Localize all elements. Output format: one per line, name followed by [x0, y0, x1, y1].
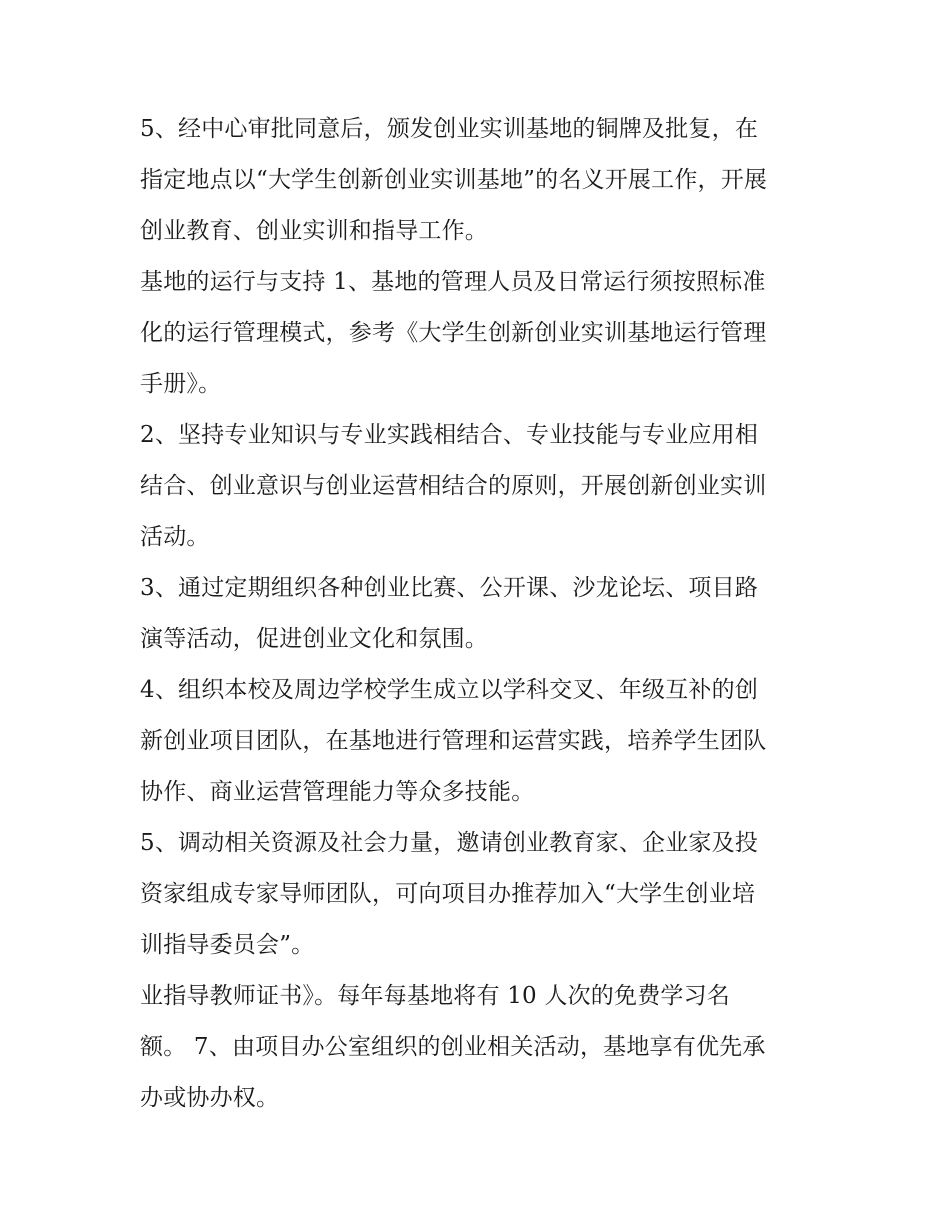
text-line: 协作、商业运营管理能力等众多技能。: [140, 779, 535, 805]
paragraph-operation-support: [140, 257, 820, 410]
text-line: 额。 7、由项目办公室组织的创业相关活动，基地享有优先承: [140, 1034, 766, 1060]
text-line: 5、经中心审批同意后，颁发创业实训基地的铜牌及批复，在: [140, 116, 759, 142]
text-line: 业指导教师证书》。每年每基地将有 10 人次的免费学习名: [140, 983, 730, 1009]
text-line: 化的运行管理模式，参考《大学生创新创业实训基地运行管理: [140, 320, 767, 346]
paragraph-item-3: [140, 563, 820, 665]
text-line: 新创业项目团队，在基地进行管理和运营实践，培养学生团队: [140, 728, 767, 754]
paragraph-item-4: [140, 665, 820, 818]
paragraph-approval: [140, 104, 820, 257]
paragraph-item-5: [140, 818, 820, 971]
text-line: 资家组成专家导师团队，可向项目办推荐加入“大学生创业培: [140, 881, 756, 907]
text-line: 手册》。: [140, 371, 222, 397]
text-line: 3、通过定期组织各种创业比赛、公开课、沙龙论坛、项目路: [140, 575, 759, 601]
text-line: 基地的运行与支持 1、基地的管理人员及日常运行须按照标准: [140, 269, 766, 295]
text-line: 创业教育、创业实训和指导工作。: [140, 218, 488, 244]
text-line: 演等活动，促进创业文化和氛围。: [140, 626, 488, 652]
paragraph-item-6-7: [140, 971, 820, 1124]
paragraph-item-2: [140, 410, 820, 563]
text-line: 5、调动相关资源及社会力量，邀请创业教育家、企业家及投: [140, 830, 759, 856]
text-line: 指定地点以“大学生创新创业实训基地”的名义开展工作，开展: [140, 167, 768, 193]
text-line: 结合、创业意识与创业运营相结合的原则，开展创新创业实训: [140, 473, 767, 499]
text-line: 2、坚持专业知识与专业实践相结合、专业技能与专业应用相: [140, 422, 759, 448]
text-line: 训指导委员会”。: [140, 932, 315, 958]
text-line: 活动。: [140, 524, 210, 550]
text-line: 办或协办权。: [140, 1085, 280, 1111]
text-line: 4、组织本校及周边学校学生成立以学科交叉、年级互补的创: [140, 677, 759, 703]
document-page: [140, 104, 820, 1124]
